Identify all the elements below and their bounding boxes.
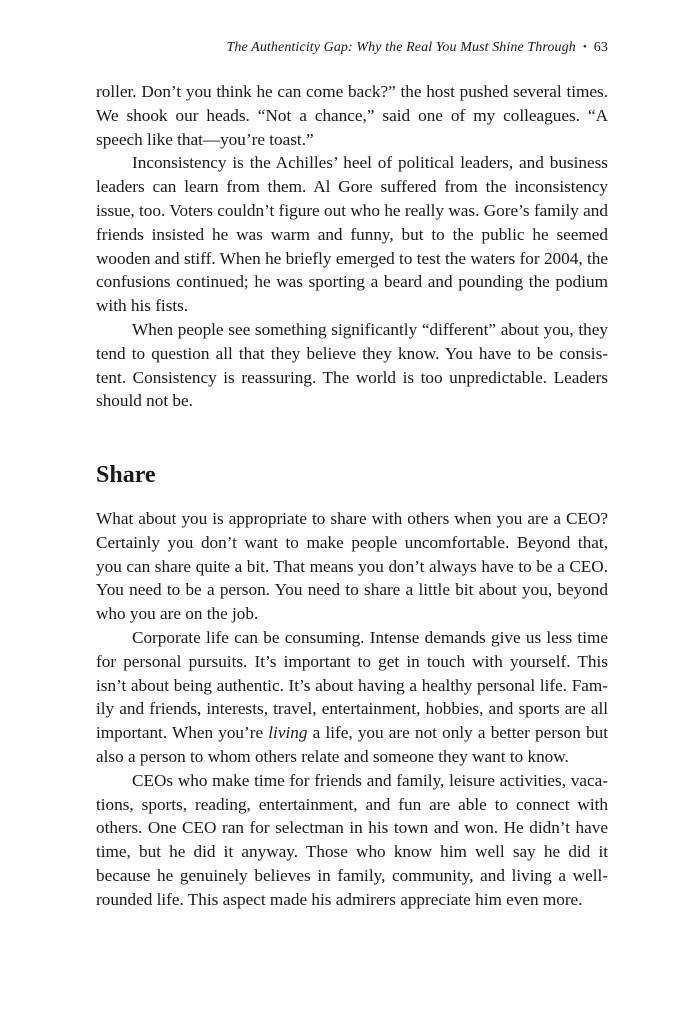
paragraph-ceos-make-time: CEOs who make time for friends and family, leisure activities, vacations, sports, reading, entertainment, and fun are able to connect with others. One CEO ran for selectman in his town and won. He didn’t have time, but he did it anyway. Those who know him well say he did it because he genuinely believes in family, community, and living a well-rounded life. This aspect made his admirers appreciate him even more. (96, 770, 608, 909)
emphasis-living: living (268, 723, 308, 743)
page-number: 63 (593, 40, 608, 55)
paragraph-continued: roller. Don’t you think he can come back?” the host pushed several times. We shook our heads. “Not a chance,” said one of my colleagues. “A speech like that—you’re toast.” (96, 82, 608, 149)
running-header (227, 40, 608, 56)
top-text-block (96, 80, 608, 413)
paragraph-consistency: When people see something significantly “different” about you, they tend to question all that they believe they know. You have to be consistent. Consistency is reassuring. The world is too unpredictable. Leaders should not be. (96, 319, 608, 411)
section-heading-share: Share (96, 462, 156, 488)
corporate-life-text-start: Corporate life can be consuming. Intense demands give us less time for personal pursuits. It’s important to get in touch with yourself. This isn’t about being authentic. It’s about having a healthy personal life. Family and friends, interests, travel, entertainment, hobbies, and sports are all important. When you’re (96, 627, 608, 743)
running-title: The Authenticity Gap: Why the Real You Must Shine Through (226, 40, 576, 55)
paragraph-inconsistency: Inconsistency is the Achilles’ heel of political leaders, and business leaders can learn from them. Al Gore suffered from the inconsistency issue, too. Voters couldn’t figure out who he really was. Gore’s family and friends insisted he was warm and funny, but to the public he seemed wooden and stiff. When he briefly emerged to test the waters for 2004, the confusions continued; he was sporting a beard and pounding the podium with his fists. (96, 153, 608, 316)
paragraph-corporate-life (96, 626, 608, 769)
paragraph-share-intro: What about you is appropriate to share with others when you are a CEO? Certainly you don’t want to make people uncomfortable. Beyond that, you can share quite a bit. That means you don’t always have to be a CEO. You need to be a person. You need to share a little bit about you, beyond who you are on the job. (96, 509, 608, 624)
share-text-block (96, 507, 608, 912)
corporate-life-text-end: a life, you are not only a better person but also a person to whom others relate and someone they want to know. (96, 723, 608, 766)
header-separator: • (582, 41, 587, 53)
